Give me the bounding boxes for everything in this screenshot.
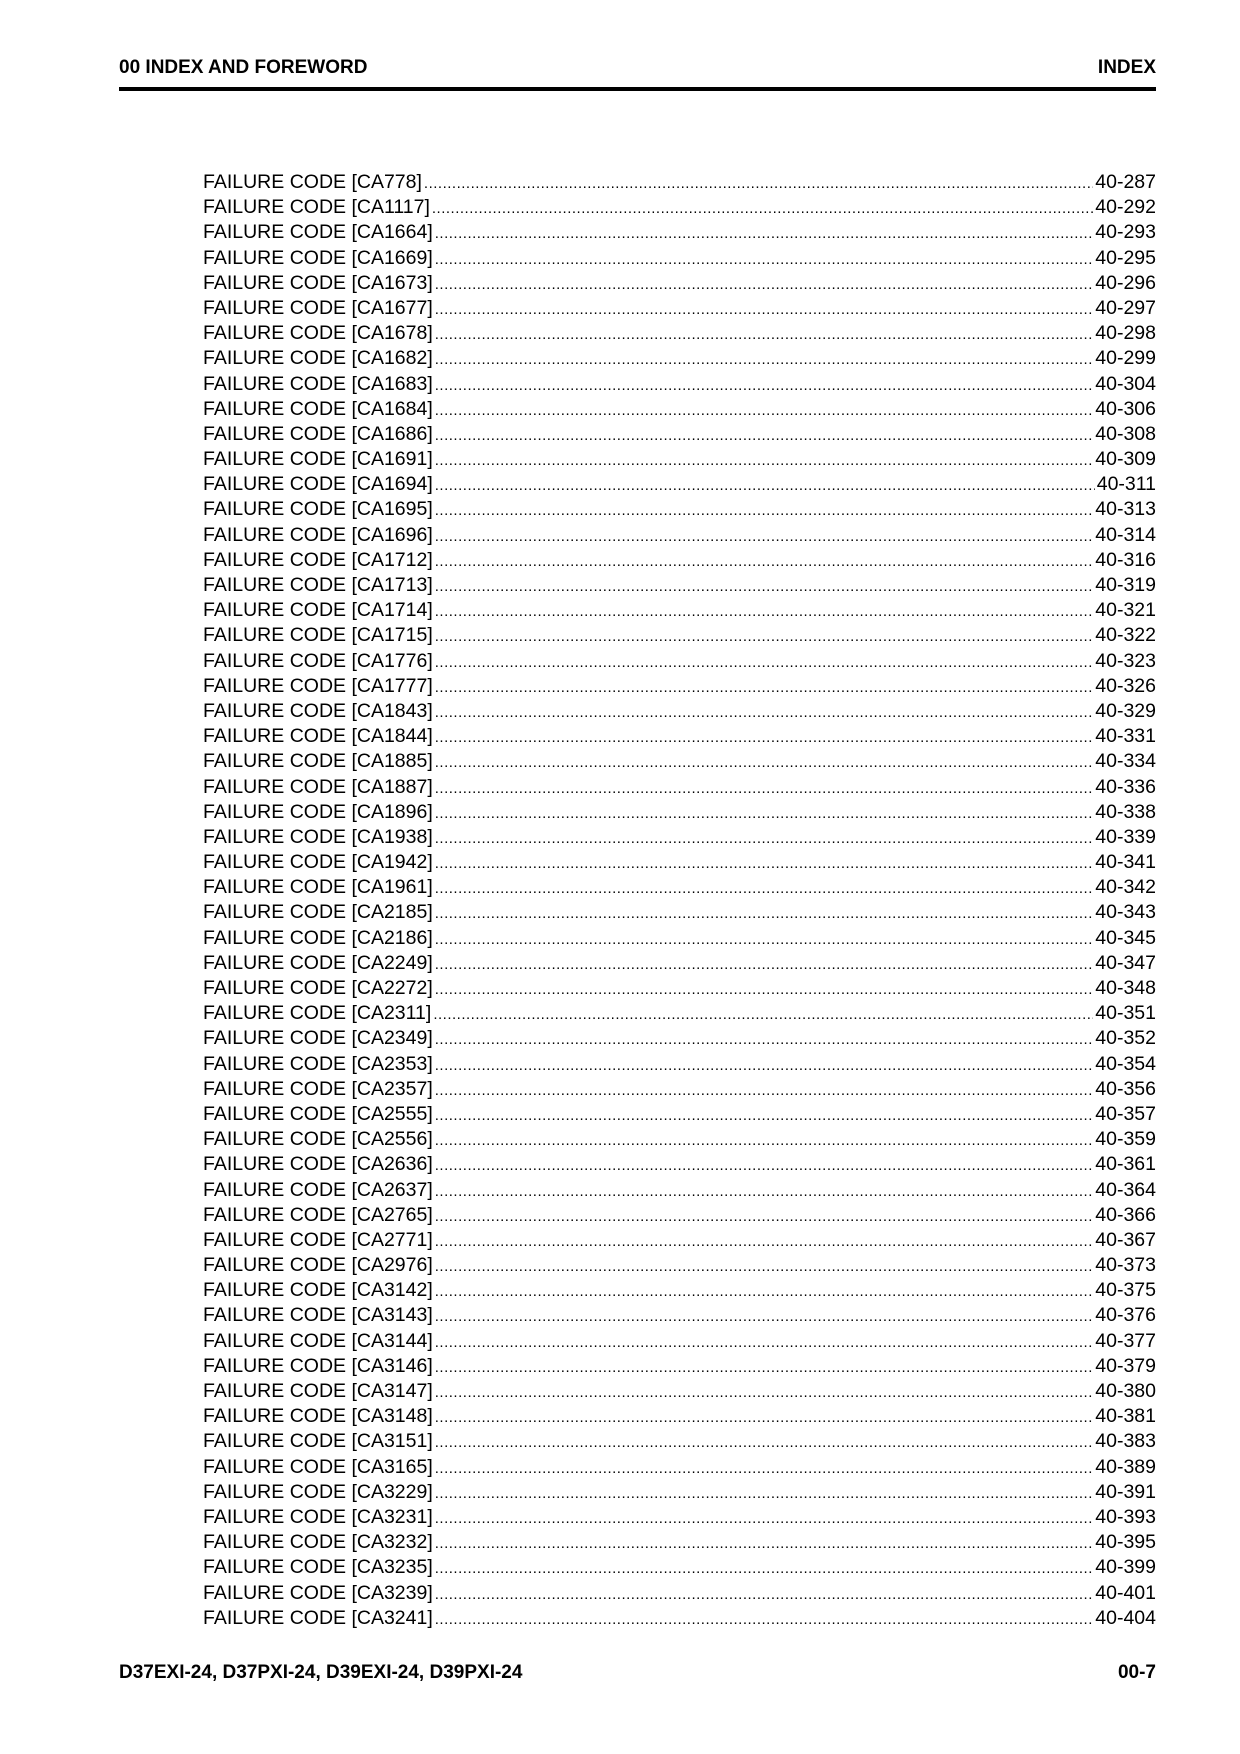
dot-leader [435, 297, 1094, 322]
index-entry-label: FAILURE CODE [CA1694] [203, 473, 433, 496]
index-entry [203, 598, 1156, 623]
header-divider [119, 87, 1156, 91]
index-entry-page: 40-311 [1096, 473, 1156, 496]
index-entry-label: FAILURE CODE [CA1713] [203, 574, 433, 596]
index-entry-label: FAILURE CODE [CA1696] [203, 523, 433, 546]
dot-leader [435, 524, 1094, 549]
index-entry [203, 1253, 1156, 1278]
dot-leader [435, 927, 1094, 952]
dot-leader [435, 1405, 1094, 1430]
index-entry-label: FAILURE CODE [CA1844] [203, 725, 433, 748]
index-entry-page: 40-342 [1095, 876, 1156, 899]
index-entry-page: 40-367 [1095, 1228, 1156, 1251]
index-entry-label: FAILURE CODE [CA1117] [203, 196, 430, 219]
index-entry-label: FAILURE CODE [CA3241] [203, 1606, 433, 1629]
index-entry [203, 497, 1156, 522]
index-entry-label: FAILURE CODE [CA1896] [203, 800, 433, 823]
index-entry-label: FAILURE CODE [CA1695] [203, 498, 433, 521]
index-entry-label: FAILURE CODE [CA1942] [203, 851, 433, 874]
index-entry-page: 40-401 [1095, 1581, 1156, 1604]
dot-leader [435, 1204, 1094, 1229]
dot-leader [435, 776, 1094, 801]
index-entry-page: 40-379 [1095, 1354, 1156, 1377]
dot-leader [435, 1179, 1094, 1204]
index-entry [203, 1127, 1156, 1152]
dot-leader [435, 1153, 1094, 1178]
dot-leader [435, 1531, 1094, 1556]
index-entry-page: 40-357 [1095, 1102, 1156, 1125]
dot-leader [435, 221, 1094, 246]
dot-leader [435, 1053, 1094, 1078]
index-entry-label: FAILURE CODE [CA1691] [203, 448, 433, 471]
index-entry-page: 40-331 [1095, 725, 1156, 748]
dot-leader [435, 398, 1094, 423]
index-entry [203, 1455, 1156, 1480]
index-entry [203, 220, 1156, 245]
index-entry-label: FAILURE CODE [CA3229] [203, 1480, 433, 1503]
dot-leader [435, 901, 1094, 926]
dot-leader [435, 1456, 1094, 1481]
index-entry-label: FAILURE CODE [CA2636] [203, 1153, 433, 1176]
index-entry [203, 1606, 1156, 1631]
index-entry [203, 674, 1156, 699]
index-entry [203, 1178, 1156, 1203]
index-entry [203, 1102, 1156, 1127]
index-entry-page: 40-373 [1095, 1254, 1156, 1277]
dot-leader [435, 826, 1094, 851]
index-entry-page: 40-347 [1095, 951, 1156, 974]
index-entry-page: 40-348 [1095, 977, 1156, 999]
dot-leader [435, 549, 1094, 574]
index-entry [203, 1505, 1156, 1530]
index-entry [203, 699, 1156, 724]
footer-model-names: D37EXI-24, D37PXI-24, D39EXI-24, D39PXI-24 [119, 1662, 523, 1683]
index-entry-label: FAILURE CODE [CA2272] [203, 977, 433, 999]
index-entry-page: 40-297 [1095, 296, 1156, 319]
dot-leader [435, 1556, 1094, 1581]
index-entry [203, 548, 1156, 573]
header-index-title: INDEX [1097, 57, 1156, 78]
index-entry-page: 40-356 [1095, 1077, 1156, 1100]
index-entry [203, 1530, 1156, 1555]
index-entry-label: FAILURE CODE [CA1714] [203, 599, 433, 622]
index-entry-page: 40-321 [1095, 599, 1156, 622]
dot-leader [435, 675, 1094, 700]
dot-leader [435, 1027, 1094, 1052]
index-entry-page: 40-309 [1095, 448, 1156, 471]
dot-leader [435, 423, 1094, 448]
dot-leader [435, 1355, 1094, 1380]
dot-leader [435, 1506, 1094, 1531]
index-entry-page: 40-354 [1095, 1052, 1156, 1075]
index-entry-label: FAILURE CODE [CA1686] [203, 422, 433, 445]
index-entry [203, 800, 1156, 825]
dot-leader [435, 952, 1094, 977]
index-entry-page: 40-293 [1095, 221, 1156, 244]
index-entry-label: FAILURE CODE [CA3239] [203, 1581, 433, 1604]
dot-leader [435, 851, 1094, 876]
index-entry-page: 40-298 [1095, 322, 1156, 345]
index-entry-label: FAILURE CODE [CA1777] [203, 674, 433, 697]
index-entry [203, 1001, 1156, 1026]
dot-leader [435, 1380, 1094, 1405]
index-entry-label: FAILURE CODE [CA3232] [203, 1531, 433, 1554]
dot-leader [435, 700, 1094, 725]
dot-leader [435, 247, 1094, 272]
index-entry [203, 573, 1156, 598]
index-entry [203, 1052, 1156, 1077]
index-entry-page: 40-323 [1095, 649, 1156, 672]
index-entry [203, 246, 1156, 271]
index-entry [203, 447, 1156, 472]
dot-leader [424, 171, 1093, 196]
index-entry-page: 40-322 [1095, 624, 1156, 647]
index-entry [203, 775, 1156, 800]
index-entry-page: 40-308 [1095, 422, 1156, 445]
index-entry-page: 40-375 [1095, 1279, 1156, 1302]
index-entry-label: FAILURE CODE [CA3142] [203, 1279, 433, 1302]
index-entry-label: FAILURE CODE [CA2311] [203, 1002, 432, 1025]
index-entry [203, 1152, 1156, 1177]
index-entry [203, 850, 1156, 875]
index-entry [203, 1228, 1156, 1253]
dot-leader [435, 1254, 1094, 1279]
index-entry [203, 1429, 1156, 1454]
dot-leader [435, 1304, 1094, 1329]
dot-leader [435, 876, 1094, 901]
index-entry-label: FAILURE CODE [CA3146] [203, 1354, 433, 1377]
index-entry [203, 195, 1156, 220]
index-entry-label: FAILURE CODE [CA3148] [203, 1405, 433, 1428]
index-entry-page: 40-380 [1095, 1380, 1156, 1402]
index-list [203, 170, 1156, 1631]
index-entry-page: 40-334 [1095, 750, 1156, 773]
index-entry-label: FAILURE CODE [CA778] [203, 171, 422, 193]
index-entry [203, 749, 1156, 774]
index-entry [203, 1354, 1156, 1379]
index-entry [203, 976, 1156, 1001]
index-entry-label: FAILURE CODE [CA3143] [203, 1304, 433, 1327]
index-entry-label: FAILURE CODE [CA1673] [203, 271, 433, 294]
index-entry [203, 649, 1156, 674]
dot-leader [435, 1103, 1094, 1128]
dot-leader [435, 322, 1094, 347]
index-entry [203, 1303, 1156, 1328]
index-entry-label: FAILURE CODE [CA1843] [203, 699, 433, 722]
index-entry-page: 40-404 [1095, 1606, 1156, 1629]
dot-leader [435, 498, 1094, 523]
index-entry [203, 472, 1156, 497]
dot-leader [435, 801, 1094, 826]
index-entry-label: FAILURE CODE [CA1678] [203, 322, 433, 345]
index-entry-page: 40-296 [1095, 271, 1156, 294]
index-entry-page: 40-381 [1095, 1405, 1156, 1428]
index-entry [203, 1278, 1156, 1303]
index-entry-label: FAILURE CODE [CA1669] [203, 246, 433, 269]
index-entry-page: 40-314 [1095, 523, 1156, 546]
index-entry-page: 40-292 [1095, 196, 1156, 219]
dot-leader [435, 1128, 1094, 1153]
index-entry-page: 40-336 [1095, 775, 1156, 798]
dot-leader [435, 272, 1094, 297]
index-entry-label: FAILURE CODE [CA2357] [203, 1077, 433, 1100]
dot-leader [435, 1582, 1094, 1607]
dot-leader [435, 448, 1094, 473]
dot-leader [435, 1279, 1094, 1304]
index-entry-page: 40-304 [1095, 372, 1156, 395]
index-entry-page: 40-338 [1095, 800, 1156, 823]
index-entry-label: FAILURE CODE [CA1961] [203, 876, 433, 899]
index-entry-page: 40-299 [1095, 347, 1156, 370]
index-entry-label: FAILURE CODE [CA1682] [203, 347, 433, 370]
index-entry-page: 40-345 [1095, 926, 1156, 949]
index-entry-page: 40-391 [1095, 1480, 1156, 1503]
index-entry-page: 40-313 [1095, 498, 1156, 521]
index-entry-label: FAILURE CODE [CA2637] [203, 1178, 433, 1201]
index-entry [203, 1404, 1156, 1429]
index-entry-page: 40-393 [1095, 1505, 1156, 1528]
index-entry-page: 40-319 [1095, 574, 1156, 596]
index-entry [203, 422, 1156, 447]
index-entry-label: FAILURE CODE [CA2765] [203, 1203, 433, 1226]
dot-leader [435, 1229, 1094, 1254]
index-entry-page: 40-366 [1095, 1203, 1156, 1226]
index-entry-page: 40-329 [1095, 699, 1156, 722]
dot-leader [435, 624, 1094, 649]
index-entry-label: FAILURE CODE [CA2186] [203, 926, 433, 949]
index-entry-label: FAILURE CODE [CA2771] [203, 1228, 433, 1251]
dot-leader [435, 977, 1094, 1002]
dot-leader [435, 373, 1094, 398]
index-entry-page: 40-295 [1095, 246, 1156, 269]
index-entry-label: FAILURE CODE [CA2556] [203, 1128, 433, 1151]
index-entry-page: 40-351 [1095, 1002, 1156, 1025]
index-entry [203, 346, 1156, 371]
page-header [119, 56, 1156, 88]
index-entry-label: FAILURE CODE [CA3235] [203, 1556, 433, 1579]
dot-leader [435, 1078, 1094, 1103]
dot-leader [435, 650, 1094, 675]
index-entry-page: 40-399 [1095, 1556, 1156, 1579]
index-entry [203, 296, 1156, 321]
index-entry-page: 40-383 [1095, 1430, 1156, 1453]
index-entry [203, 875, 1156, 900]
index-entry-page: 40-377 [1095, 1329, 1156, 1352]
index-entry-label: FAILURE CODE [CA1938] [203, 825, 433, 848]
index-entry [203, 271, 1156, 296]
index-entry [203, 825, 1156, 850]
index-entry-label: FAILURE CODE [CA1887] [203, 775, 433, 798]
index-entry-page: 40-364 [1095, 1178, 1156, 1201]
dot-leader [435, 1481, 1094, 1506]
index-entry-label: FAILURE CODE [CA1776] [203, 649, 433, 672]
index-entry-label: FAILURE CODE [CA3147] [203, 1380, 433, 1402]
index-entry-page: 40-326 [1095, 674, 1156, 697]
index-entry-page: 40-361 [1095, 1153, 1156, 1176]
index-entry-label: FAILURE CODE [CA3151] [203, 1430, 433, 1453]
page-footer [119, 1661, 1156, 1689]
index-entry [203, 372, 1156, 397]
index-entry-page: 40-341 [1095, 851, 1156, 874]
index-entry-page: 40-376 [1095, 1304, 1156, 1327]
dot-leader [432, 196, 1093, 221]
index-entry [203, 397, 1156, 422]
header-section-title: 00 INDEX AND FOREWORD [119, 57, 368, 78]
index-entry-page: 40-359 [1095, 1128, 1156, 1151]
index-entry-label: FAILURE CODE [CA2185] [203, 901, 433, 924]
dot-leader [435, 725, 1094, 750]
index-entry [203, 1555, 1156, 1580]
dot-leader [435, 599, 1094, 624]
index-entry-page: 40-306 [1095, 397, 1156, 420]
dot-leader [433, 1002, 1093, 1027]
index-entry-label: FAILURE CODE [CA1677] [203, 296, 433, 319]
index-entry-label: FAILURE CODE [CA1664] [203, 221, 433, 244]
index-entry [203, 926, 1156, 951]
index-entry [203, 1480, 1156, 1505]
index-entry-label: FAILURE CODE [CA1885] [203, 750, 433, 773]
index-entry-page: 40-343 [1095, 901, 1156, 924]
dot-leader [435, 473, 1095, 498]
index-entry-label: FAILURE CODE [CA2249] [203, 951, 433, 974]
index-entry-label: FAILURE CODE [CA1712] [203, 548, 433, 571]
index-entry-page: 40-395 [1095, 1531, 1156, 1554]
index-entry [203, 1581, 1156, 1606]
dot-leader [435, 750, 1094, 775]
index-entry-label: FAILURE CODE [CA1715] [203, 624, 433, 647]
index-entry-page: 40-339 [1095, 825, 1156, 848]
index-entry-label: FAILURE CODE [CA3231] [203, 1505, 433, 1528]
index-entry [203, 900, 1156, 925]
index-entry-label: FAILURE CODE [CA3165] [203, 1455, 433, 1478]
index-entry [203, 1077, 1156, 1102]
index-entry [203, 1329, 1156, 1354]
index-entry-label: FAILURE CODE [CA1684] [203, 397, 433, 420]
footer-page-number: 00-7 [1117, 1662, 1156, 1683]
index-entry-label: FAILURE CODE [CA2349] [203, 1027, 433, 1050]
index-entry [203, 1026, 1156, 1051]
dot-leader [435, 574, 1094, 599]
index-entry-page: 40-287 [1095, 171, 1156, 193]
dot-leader [435, 1430, 1094, 1455]
dot-leader [435, 1330, 1094, 1355]
index-entry [203, 523, 1156, 548]
index-entry-page: 40-389 [1095, 1455, 1156, 1478]
index-entry [203, 321, 1156, 346]
index-entry-label: FAILURE CODE [CA2353] [203, 1052, 433, 1075]
index-entry-page: 40-352 [1095, 1027, 1156, 1050]
index-entry-label: FAILURE CODE [CA1683] [203, 372, 433, 395]
index-entry [203, 623, 1156, 648]
index-entry-label: FAILURE CODE [CA2555] [203, 1102, 433, 1125]
dot-leader [435, 1607, 1094, 1632]
index-entry-page: 40-316 [1095, 548, 1156, 571]
index-entry [203, 724, 1156, 749]
index-entry [203, 170, 1156, 195]
index-entry [203, 1379, 1156, 1404]
index-entry [203, 951, 1156, 976]
index-entry-label: FAILURE CODE [CA2976] [203, 1254, 433, 1277]
dot-leader [435, 347, 1094, 372]
index-entry [203, 1203, 1156, 1228]
index-entry-label: FAILURE CODE [CA3144] [203, 1329, 433, 1352]
